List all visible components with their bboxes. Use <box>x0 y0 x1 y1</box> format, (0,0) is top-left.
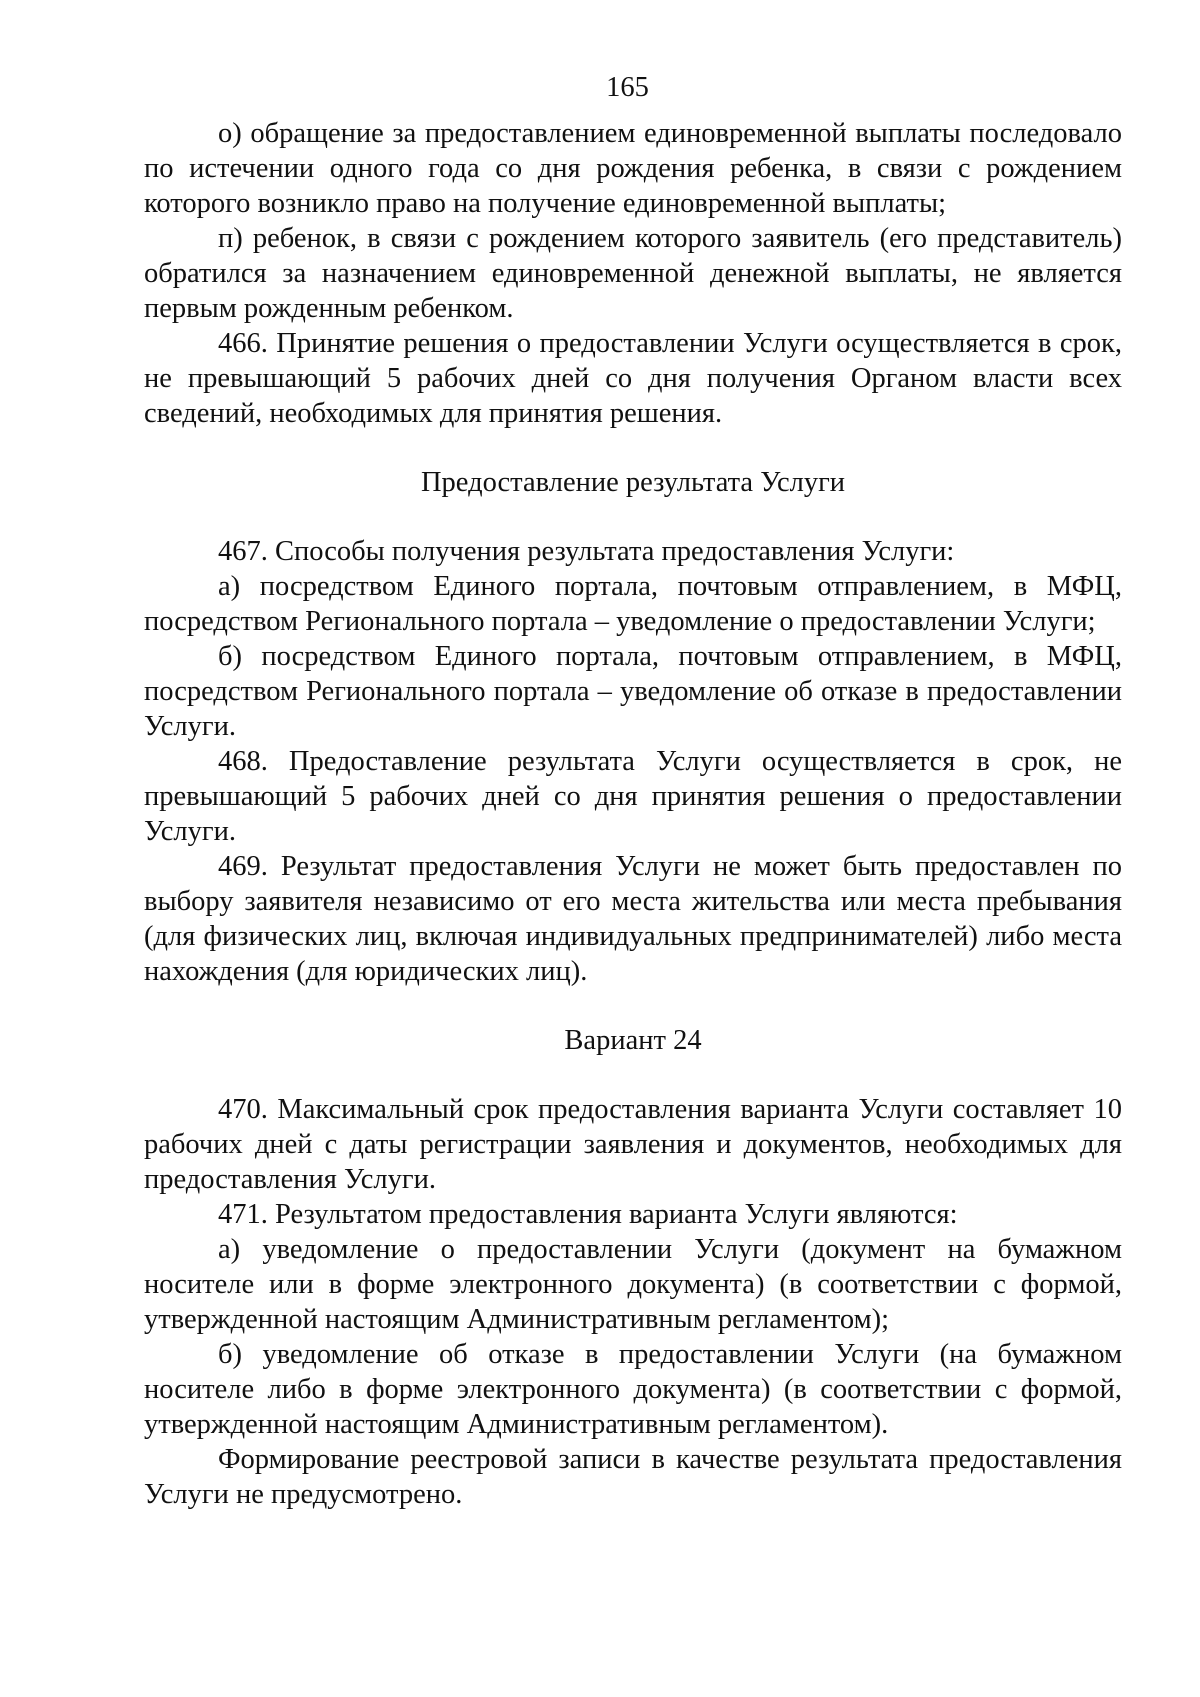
document-body <box>144 116 1122 1512</box>
section-heading-variant-24: Вариант 24 <box>564 1025 702 1056</box>
paragraph-467-b: б) посредством Единого портала, почтовым отправлением, в МФЦ, посредством Регионального портала – уведомление об отказе в предоставлении Услуги. <box>144 641 1122 742</box>
paragraph-466: 466. Принятие решения о предоставлении Услуги осуществляется в срок, не превышающий 5 рабочих дней со дня получения Органом власти всех сведений, необходимых для принятия решения. <box>144 328 1122 429</box>
paragraph-registry-note: Формирование реестровой записи в качестве результата предоставления Услуги не предусмотрено. <box>144 1444 1122 1510</box>
paragraph-468: 468. Предоставление результата Услуги осуществляется в срок, не превышающий 5 рабочих дней со дня принятия решения о предоставлении Услуги. <box>144 746 1122 847</box>
paragraph-470: 470. Максимальный срок предоставления варианта Услуги составляет 10 рабочих дней с даты регистрации заявления и документов, необходимых для предоставления Услуги. <box>144 1094 1122 1195</box>
paragraph-469: 469. Результат предоставления Услуги не может быть предоставлен по выбору заявителя независимо от его места жительства или места пребывания (для физических лиц, включая индивидуальных предпринимателей) либо места нахождения (для юридических лиц). <box>144 851 1122 987</box>
paragraph-p: п) ребенок, в связи с рождением которого заявитель (его представитель) обратился за назначением единовременной денежной выплаты, не является первым рожденным ребенком. <box>144 223 1122 324</box>
paragraph-o: о) обращение за предоставлением единовременной выплаты последовало по истечении одного года со дня рождения ребенка, в связи с рождением которого возникло право на получение единовременной выплаты; <box>144 118 1122 219</box>
paragraph-471-b: б) уведомление об отказе в предоставлении Услуги (на бумажном носителе либо в форме электронного документа) (в соответствии с формой, утвержденной настоящим Административным регламентом). <box>144 1339 1122 1440</box>
paragraph-471: 471. Результатом предоставления варианта Услуги являются: <box>218 1199 958 1230</box>
page-number: 165 <box>606 72 649 103</box>
paragraph-471-a: а) уведомление о предоставлении Услуги (документ на бумажном носителе или в форме электронного документа) (в соответствии с формой, утвержденной настоящим Административным регламентом); <box>144 1234 1122 1335</box>
paragraph-467-a: а) посредством Единого портала, почтовым отправлением, в МФЦ, посредством Регионального портала – уведомление о предоставлении Услуги; <box>144 571 1122 637</box>
section-heading-result: Предоставление результата Услуги <box>420 467 846 498</box>
paragraph-467: 467. Способы получения результата предоставления Услуги: <box>218 536 955 567</box>
